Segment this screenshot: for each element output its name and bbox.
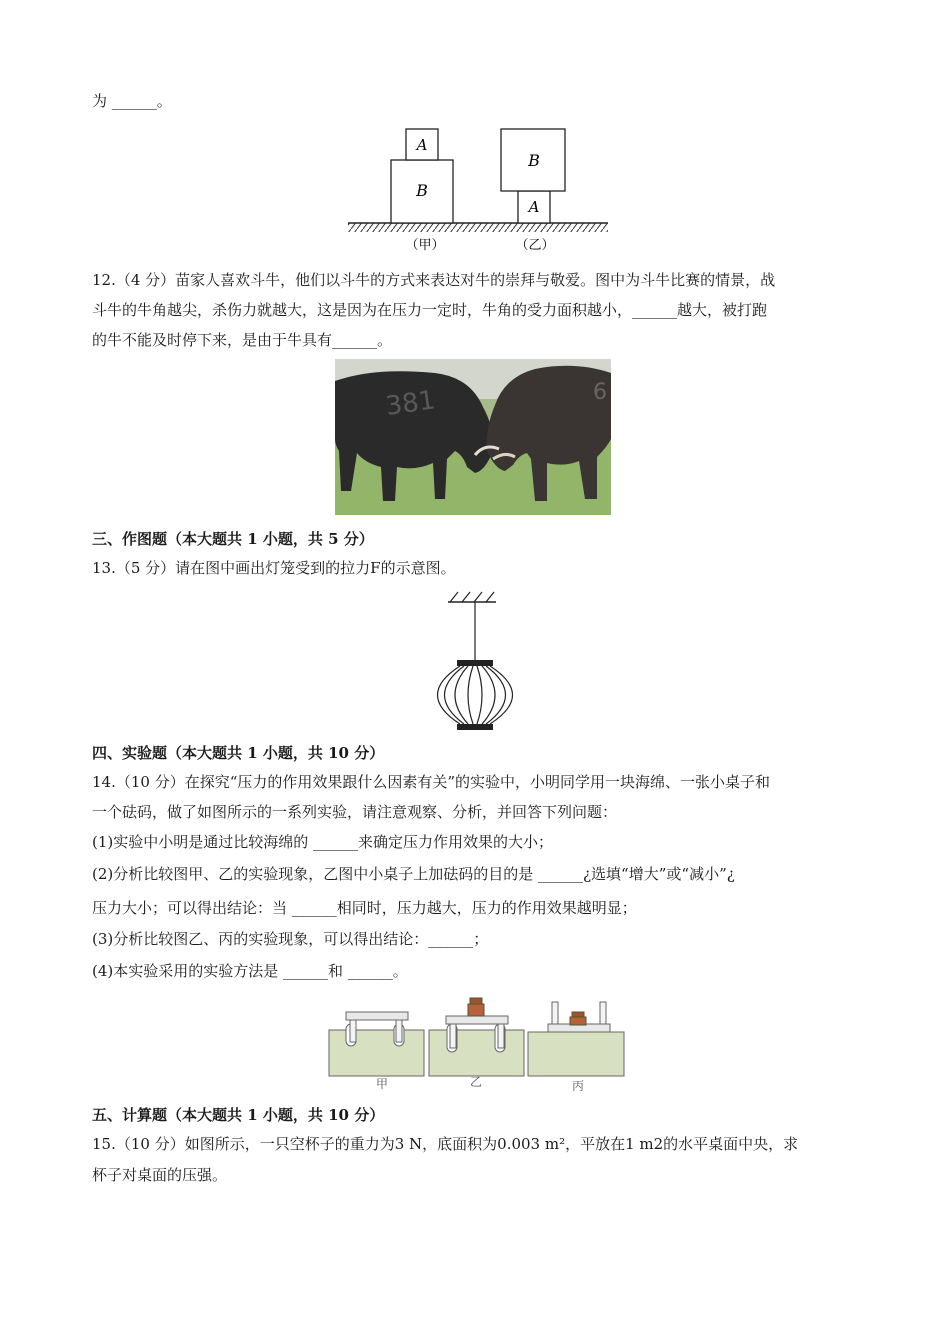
question-15-line-1: 15.（10 分）如图所示，一只空杯子的重力为3 N，底面积为0.003 m²，平放在1 m2的水平桌面中央，求 — [92, 1135, 799, 1153]
lantern-bottom-cap — [457, 724, 493, 730]
section-5-heading: 五、计算题（本大题共 1 小题，共 10 分） — [92, 1106, 385, 1124]
jia-label-a: A — [416, 136, 428, 154]
jia-label-b: B — [416, 181, 428, 200]
yi-label-b: B — [528, 151, 540, 170]
left-bull-number: 381 — [383, 385, 438, 422]
blocks-figure — [345, 125, 610, 255]
sponge-experiment-figure — [326, 994, 626, 1094]
answer-line-q11: 为 ______。 — [92, 92, 172, 110]
caption-jia: （甲） — [405, 238, 445, 253]
lantern-body — [438, 666, 513, 724]
right-bull-number: 6 — [593, 380, 607, 405]
question-14-line-2: 一个砝码，做了如图所示的一系列实验，请注意观察、分析，并回答下列问题： — [92, 803, 618, 821]
caption-yi: 乙 — [469, 1075, 483, 1089]
sponge-bing — [528, 1002, 624, 1076]
sponge-jia — [329, 1012, 424, 1076]
sponge-yi — [429, 998, 524, 1076]
section-3-heading: 三、作图题（本大题共 1 小题，共 5 分） — [92, 530, 374, 548]
caption-jia: 甲 — [375, 1077, 389, 1091]
question-13: 13.（5 分）请在图中画出灯笼受到的拉力F的示意图。 — [92, 559, 456, 577]
question-14-part-1: (1)实验中小明是通过比较海绵的 ______来确定压力作用效果的大小； — [92, 833, 554, 851]
lantern-top-cap — [457, 660, 493, 666]
question-12-line-2: 斗牛的牛角越尖，杀伤力就越大，这是因为在压力一定时，牛角的受力面积越小，______越大，被打跑 — [92, 301, 768, 319]
question-12-line-1: 12.（4 分）苗家人喜欢斗牛，他们以斗牛的方式来表达对牛的崇拜与敬爱。图中为斗牛比赛的情景，战 — [92, 271, 776, 289]
bullfight-photo — [335, 359, 611, 515]
question-14-part-3: (3)分析比较图乙、丙的实验现象，可以得出结论：______； — [92, 930, 489, 948]
ground-hatch — [348, 223, 608, 232]
question-14-part-2-line-2: 压力大小；可以得出结论：当 ______相同时，压力越大，压力的作用效果越明显； — [92, 899, 637, 917]
yi-label-a: A — [528, 198, 540, 216]
question-15-line-2: 杯子对桌面的压强。 — [92, 1166, 228, 1184]
lantern-figure — [420, 588, 532, 734]
question-14-part-4: (4)本实验采用的实验方法是 ______和 ______。 — [92, 962, 408, 980]
question-14-part-2-line-1: (2)分析比较图甲、乙的实验现象，乙图中小桌子上加砝码的目的是 ______¿选填“增大”或“减小”¿ — [92, 865, 735, 883]
question-12-line-3: 的牛不能及时停下来，是由于牛具有______。 — [92, 331, 393, 349]
caption-yi: （乙） — [515, 238, 555, 253]
caption-bing: 丙 — [571, 1079, 585, 1093]
section-4-heading: 四、实验题（本大题共 1 小题，共 10 分） — [92, 744, 385, 762]
question-14-line-1: 14.（10 分）在探究“压力的作用效果跟什么因素有关”的实验中，小明同学用一块海绵、一张小桌子和 — [92, 773, 771, 791]
